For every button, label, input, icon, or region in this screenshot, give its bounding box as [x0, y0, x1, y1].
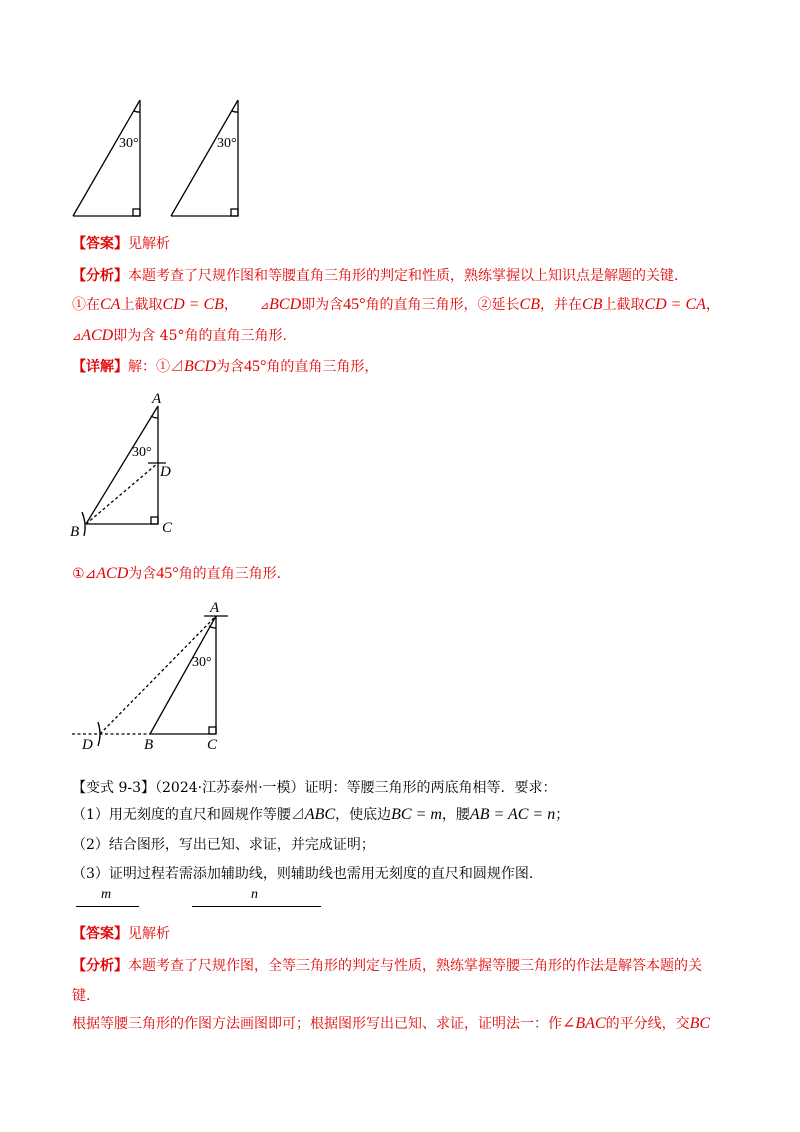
math-cd-eq-cb: CD = CB: [162, 296, 224, 313]
q2-answer-tag: 【答案】: [72, 926, 128, 942]
detail-text: 角的直角三角形.: [178, 566, 282, 582]
q2-analysis-line-2: [72, 986, 90, 1006]
q2-title-tag: 【变式 9-3】: [72, 780, 155, 796]
method-text: ①在: [72, 297, 100, 313]
segment-m-label: m: [101, 887, 112, 902]
q2-answer-text: 见解析: [128, 926, 170, 942]
math-cb: CB: [582, 296, 603, 313]
triangle-right: [171, 100, 238, 216]
math-cd-eq-ca: CD = CA: [644, 296, 706, 313]
q2-item-1: [72, 805, 569, 825]
item-text: ，腰: [441, 807, 470, 823]
detail-figure-1: [62, 388, 192, 548]
math-45: 45°: [343, 296, 366, 313]
item-text: ，使底边: [335, 807, 392, 823]
q1-analysis-line: [72, 266, 678, 286]
math-cb: CB: [519, 296, 540, 313]
q2-analysis-tag: 【分析】: [72, 958, 128, 974]
method-text: ，: [705, 297, 720, 313]
q2-analysis-text-1: 本题考查了尺规作图，全等三角形的判定与性质，熟练掌握等腰三角形的作法是解答本题的关: [128, 958, 702, 974]
q1-answer-tag: 【答案】: [72, 236, 128, 252]
q2-title-text: （2024·江苏泰州·一模）证明：等腰三角形的两底角相等．要求：: [155, 780, 557, 796]
math-abc: ABC: [304, 806, 336, 823]
detail2-label-c: C: [207, 737, 218, 753]
math-acd: ACD: [81, 327, 114, 344]
q1-detail-line: [72, 357, 378, 377]
triangle-symbol: ⊿: [72, 330, 82, 343]
item-text: （1）用无刻度的直尺和圆规作等腰⊿: [72, 807, 305, 823]
item-text: （2）结合图形，写出已知、求证，并完成证明；: [72, 837, 375, 853]
q1-analysis-tag: 【分析】: [72, 268, 128, 284]
q2-analysis-text-2: 键.: [72, 988, 91, 1004]
detail2-label-a: A: [210, 600, 220, 616]
item-text: ；: [555, 807, 570, 823]
detail-text: 解：①⊿: [128, 359, 184, 375]
item-text: （3）证明过程若需添加辅助线，则辅助线也需用无刻度的直尺和圆规作图.: [72, 866, 534, 882]
method-text: 上截取: [602, 297, 645, 313]
top-left-angle-label: 30°: [119, 136, 139, 151]
q1-detail2-line: [72, 564, 281, 584]
q1-method-line-1: [72, 295, 720, 316]
q2-title-line: [72, 778, 557, 798]
segment-n: [192, 906, 321, 907]
q1-detail-tag: 【详解】: [72, 359, 128, 375]
detail1-label-b: B: [70, 524, 80, 540]
detail-text: 角的直角三角形，: [266, 359, 379, 375]
method-text: 根据等腰三角形的作图方法画图即可；根据图形写出已知、求证，证明法一：作: [72, 1016, 562, 1032]
detail1-label-a: A: [152, 391, 162, 407]
top-triangles-figure: [60, 92, 260, 222]
q1-analysis-text: 本题考查了尺规作图和等腰直角三角形的判定和性质，熟练掌握以上知识点是解题的关键.: [128, 268, 679, 284]
detail-text: 为含: [128, 566, 157, 582]
method-text: ，: [223, 297, 238, 313]
q1-answer-line: [72, 234, 170, 254]
q2-method-line: [72, 1014, 710, 1034]
detail-text: 为含: [216, 359, 244, 375]
detail2-label-b: B: [144, 737, 154, 753]
math-bac: BAC: [575, 1015, 606, 1032]
top-right-angle-label: 30°: [217, 136, 237, 151]
triangle-left: [73, 100, 140, 216]
segment-n-label: n: [251, 887, 258, 902]
method-text: 即为含 45°角的直角三角形.: [113, 328, 287, 344]
detail1-angle-label: 30°: [132, 445, 152, 460]
detail2-angle-label: 30°: [192, 655, 212, 670]
math-45: 45°: [156, 565, 179, 582]
math-ab-eq-ac-eq-n: AB = AC = n: [469, 806, 556, 823]
math-bcd: BCD: [269, 296, 302, 313]
method-text: 上截取: [120, 297, 163, 313]
q2-item-3: [72, 864, 533, 884]
math-45: 45°: [244, 358, 267, 375]
triangle-symbol: ⊿: [259, 299, 270, 312]
math-bcd: BCD: [184, 358, 216, 375]
detail2-label-d: D: [82, 737, 93, 753]
q2-analysis-line: [72, 956, 702, 976]
detail-text: ①⊿: [72, 566, 97, 582]
angle-symbol: ∠: [562, 1015, 576, 1032]
detail1-label-c: C: [162, 520, 173, 536]
q1-method-line-2: [72, 326, 287, 347]
method-text: 的平分线，交: [605, 1016, 690, 1032]
method-text: 角的直角三角形，②延长: [365, 297, 520, 313]
segment-m: [76, 906, 139, 907]
detail1-label-d: D: [160, 464, 171, 480]
detail-figure-2: [62, 596, 262, 756]
math-ca: CA: [100, 296, 121, 313]
q2-answer-line: [72, 924, 170, 944]
math-bc-eq-m: BC = m: [391, 806, 442, 823]
q1-answer-text: 见解析: [128, 236, 170, 252]
math-bc: BC: [689, 1015, 711, 1032]
math-acd: ACD: [96, 565, 129, 582]
q2-item-2: [72, 835, 375, 855]
method-text: 即为含: [301, 297, 344, 313]
method-text: ，并在: [540, 297, 582, 313]
